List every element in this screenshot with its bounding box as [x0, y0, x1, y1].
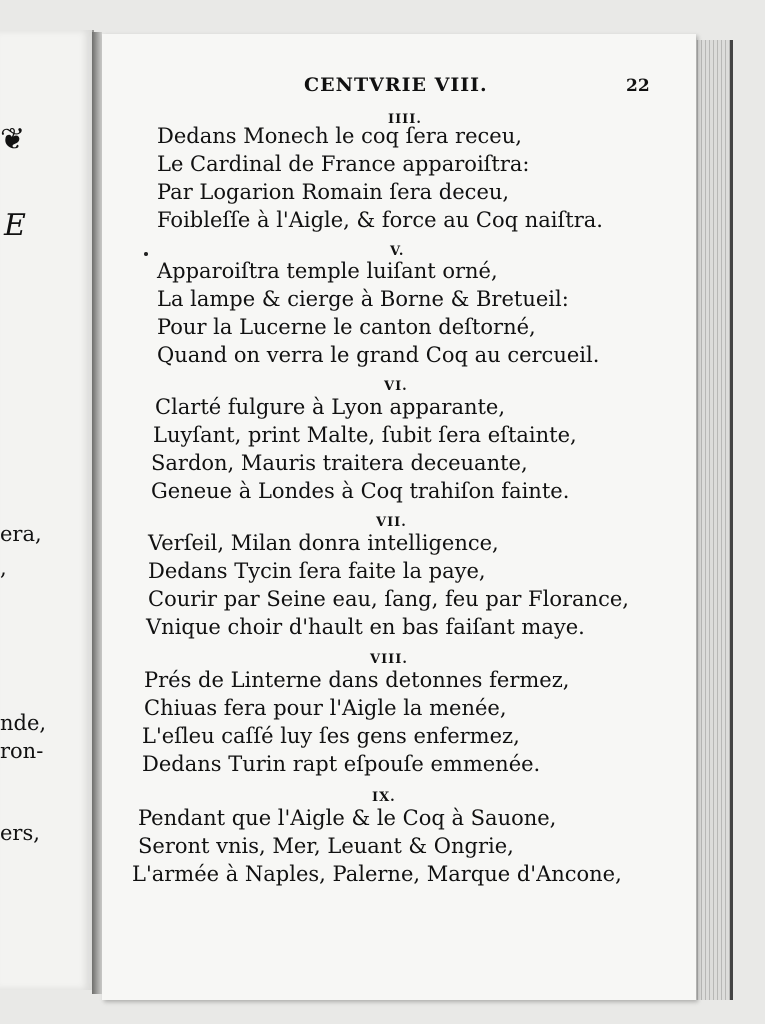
stanza-number: VIII.	[370, 652, 408, 667]
verse-line: Seront vnis, Mer, Leuant & Ongrie,	[138, 834, 514, 858]
verse-line: Geneue à Londes à Coq trahiſon fainte.	[151, 479, 570, 503]
left-facing-page	[0, 30, 94, 990]
stanza-number: V.	[390, 244, 405, 259]
page-number: 22	[626, 76, 650, 96]
fleuron-icon: ❦	[0, 122, 26, 157]
page-edges	[690, 40, 733, 1000]
left-page-fragment: ron-	[0, 739, 44, 763]
verse-line: Courir par Seine eau, ſang, feu par Florance,	[148, 587, 629, 611]
verse-line: Sardon, Mauris traitera deceuante,	[151, 451, 528, 475]
ink-dot	[144, 252, 148, 256]
verse-line: Par Logarion Romain ſera deceu,	[157, 180, 510, 204]
verse-line: Chiuas fera pour l'Aigle la menée,	[144, 696, 507, 720]
verse-line: L'eſleu caſſé luy ſes gens enfermez,	[142, 724, 520, 748]
book-gutter	[92, 32, 102, 994]
verse-line: Pendant que l'Aigle & le Coq à Sauone,	[138, 806, 557, 830]
verse-line: Quand on verra le grand Coq au cercueil.	[157, 343, 600, 367]
stanza-number: IX.	[372, 790, 396, 805]
verse-line: Le Cardinal de France apparoiſtra:	[157, 152, 530, 176]
verse-line: Dedans Tycin ſera faite la paye,	[148, 559, 486, 583]
verse-line: Pour la Lucerne le canton deſtorné,	[157, 315, 536, 339]
right-page	[102, 34, 696, 1000]
stanza-number: VII.	[376, 515, 407, 530]
verse-line: Prés de Linterne dans detonnes fermez,	[144, 668, 570, 692]
verse-line: La lampe & cierge à Borne & Bretueil:	[157, 287, 569, 311]
verse-line: Luyſant, print Malte, ſubit ſera eſtainte,	[153, 423, 577, 447]
verse-line: L'armée à Naples, Palerne, Marque d'Ancone,	[132, 862, 622, 886]
stanza-number: IIII.	[388, 112, 422, 127]
verse-line: Dedans Turin rapt eſpouſe emmenée.	[142, 752, 541, 776]
left-page-fragment: ers,	[0, 821, 40, 845]
verse-line: Verſeil, Milan donra intelligence,	[148, 531, 499, 555]
left-page-fragment: nde,	[0, 711, 47, 735]
left-page-fragment: era,	[0, 522, 42, 546]
running-head: CENTVRIE VIII.	[304, 74, 488, 96]
left-page-initial: E	[4, 208, 26, 243]
verse-line: Clarté fulgure à Lyon apparante,	[155, 395, 506, 419]
verse-line: Vnique choir d'hault en bas faiſant maye.	[146, 615, 585, 639]
left-page-fragment: ,	[0, 556, 7, 580]
verse-line: Foibleſſe à l'Aigle, & force au Coq naiſtra.	[157, 208, 603, 232]
stanza-number: VI.	[384, 379, 408, 394]
verse-line: Dedans Monech le coq ſera receu,	[157, 124, 522, 148]
verse-line: Apparoiſtra temple luiſant orné,	[157, 259, 498, 283]
